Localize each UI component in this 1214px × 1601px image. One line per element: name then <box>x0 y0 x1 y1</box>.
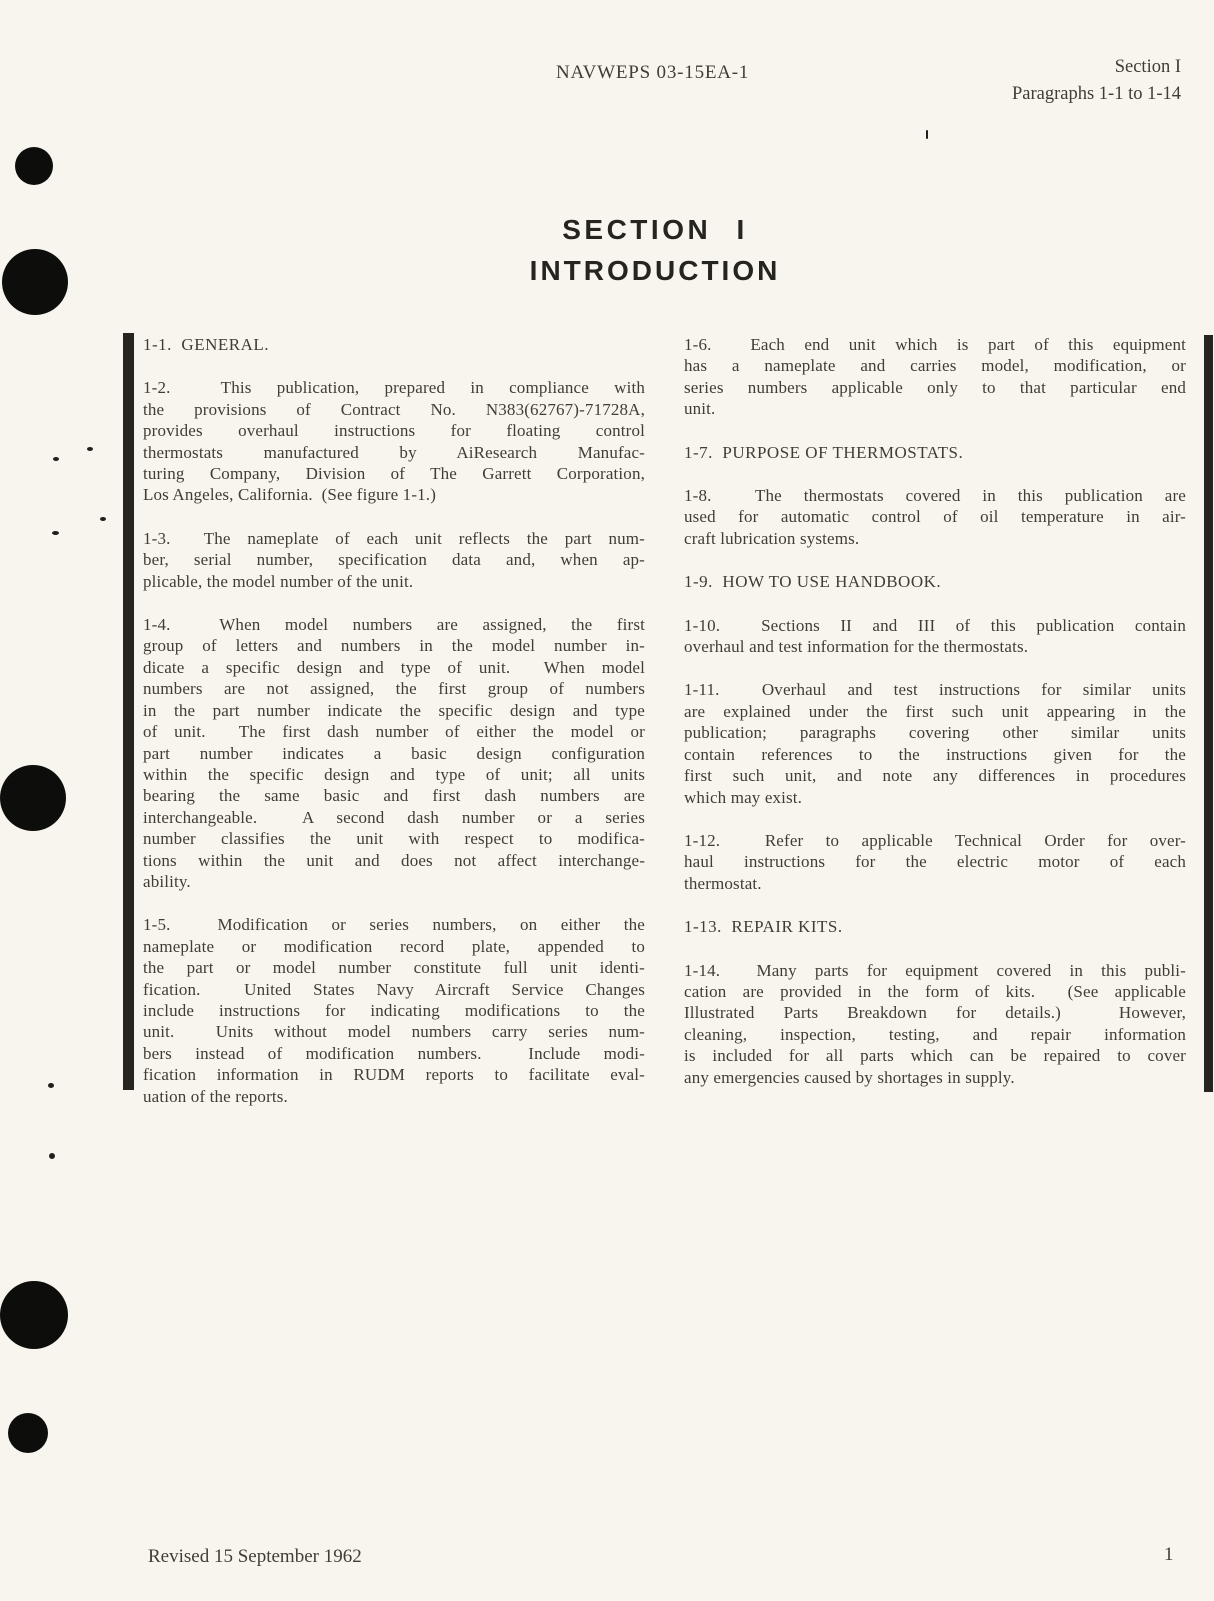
binding-hole-dot <box>15 147 53 185</box>
revision-date: Revised 15 September 1962 <box>148 1546 362 1567</box>
left-column <box>143 334 645 1107</box>
paragraph-1-3: 1-3. The nameplate of each unit reflects the part num- ber, serial number, specification data and, when ap- plicable, the model number of the unit. <box>143 528 645 591</box>
right-column <box>684 334 1186 1088</box>
scan-speck <box>48 1083 54 1088</box>
paragraph-1-1-heading: 1-1. GENERAL. <box>143 335 269 354</box>
paragraph-1-14: 1-14. Many parts for equipment covered in this publi- cation are provided in the form of kits. (See applicable Illustrated Parts Breakdown for details.) However, cleaning, inspection, testing, and repair information is included for all parts which can be repaired to cover any emergencies caused by shortages in supply. <box>684 960 1186 1087</box>
paragraph-1-2: 1-2. This publication, prepared in compliance with the provisions of Contract No. N383(62767)-71728A, provides overhaul instructions for floating control thermostats manufactured by AiResearch Manufac- turing Company, Division of The Garrett Corporation, Los Angeles, California. (See figure 1-1.) <box>143 378 645 505</box>
paragraph-1-12: 1-12. Refer to applicable Technical Order for over- haul instructions for the electric motor of each thermostat. <box>684 830 1186 893</box>
header-paragraph-range: Paragraphs 1-1 to 1-14 <box>1011 84 1181 104</box>
scan-speck <box>53 457 59 461</box>
binding-hole-dot <box>0 765 66 831</box>
binding-hole-dot <box>0 1281 68 1349</box>
scan-speck <box>87 447 93 451</box>
paragraph-1-10: 1-10. Sections II and III of this publication contain overhaul and test information for the thermostats. <box>684 615 1186 657</box>
binding-hole-dot <box>2 249 68 315</box>
paragraph-1-9-heading: 1-9. HOW TO USE HANDBOOK. <box>684 572 942 592</box>
scan-speck <box>926 130 928 139</box>
change-bar-left <box>123 333 134 1090</box>
scan-speck <box>100 517 106 521</box>
paragraph-1-4: 1-4. When model numbers are assigned, the first group of letters and numbers in the model number in- dicate a specific design and type of unit. When model numbers are not assigned, the first group of numbers in the part number indicate the specific design and type of unit. The first dash number of either the model or part number indicates a basic design configuration within the specific design and type of unit; all units bearing the same basic and first dash numbers are interchangeable. A second dash number or a series number classifies the unit with respect to modifica- tions within the unit and does not affect interchange- ability. <box>143 615 645 891</box>
paragraph-1-13-heading: 1-13. REPAIR KITS. <box>684 917 843 937</box>
change-bar-right <box>1204 335 1213 1092</box>
scan-speck <box>52 531 59 535</box>
page-number: 1 <box>1164 1544 1174 1565</box>
doc-number: NAVWEPS 03-15EA-1 <box>556 62 750 83</box>
paragraph-1-11: 1-11. Overhaul and test instructions for similar units are explained under the first such unit appearing in the publication; paragraphs covering other similar units contain references to the instructions given for the first such unit, and note any differences in procedures which may exist. <box>684 680 1186 807</box>
paragraph-1-5: 1-5. Modification or series numbers, on either the nameplate or modification record plate, appended to the part or model number constitute full unit identi- fication. United States Navy Aircraft Service Changes include instructions for indicating modifications to the unit. Units without model numbers carry series num- bers instead of modification numbers. Include modi- fication information in RUDM reports to facilitate eval- uation of the reports. <box>143 915 645 1106</box>
header-section-label: Section I <box>1114 57 1181 77</box>
scan-speck <box>49 1153 55 1159</box>
paragraph-1-8: 1-8. The thermostats covered in this publication are used for automatic control of oil temperature in air- craft lubrication systems. <box>684 486 1186 548</box>
section-number-title: SECTION I <box>562 214 748 245</box>
section-title-block <box>95 214 1214 287</box>
paragraph-1-6: 1-6. Each end unit which is part of this equipment has a nameplate and carries model, modification, or series numbers applicable only to that particular end unit. <box>684 335 1186 419</box>
header-section-block <box>1012 54 1181 108</box>
paragraph-1-7-heading: 1-7. PURPOSE OF THERMOSTATS. <box>684 442 964 462</box>
binding-hole-dot <box>8 1413 48 1453</box>
section-name-title: INTRODUCTION <box>529 255 781 286</box>
